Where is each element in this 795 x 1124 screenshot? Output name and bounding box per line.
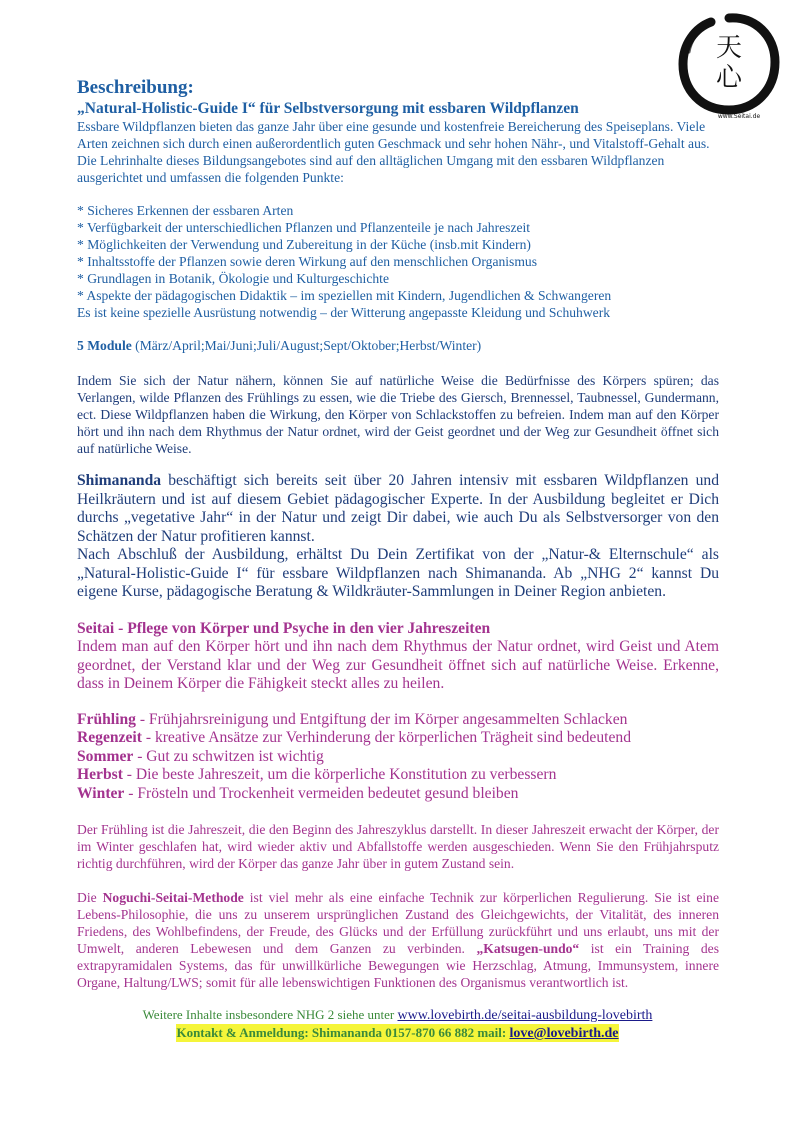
spring-paragraph: Der Frühling ist die Jahreszeit, die den Beginn des Jahreszyklus darstellt. In dieser Jahreszeit erwacht der Körper, der im Winter geschlafen hat, wird wieder aktiv und Abfallstoffe werden ausgeschieden. Wenn Sie den Frühjahrsputz richtig durchführen, wird der Körper das ganze Jahr über in gutem Zustand sein.	[77, 822, 719, 871]
season-item-autumn	[77, 766, 719, 785]
contact-line	[176, 1024, 618, 1042]
more-info-line	[0, 1006, 795, 1024]
season-name: Frühling	[77, 710, 136, 728]
shimananda-name: Shimananda	[77, 472, 162, 489]
shimananda-text: beschäftigt sich bereits seit über 20 Jahren intensiv mit essbaren Wildpflanzen und Heilkräutern und ist auf diesem Gebiet pädagogischer Experte. In der Ausbildung begleitet er Dich durchs „vegetative Jahr“ in der Natur und zeigt Dir dabei, wie auch Du als Selbstversorger von den Schätzen der Natur profitieren kannst.	[77, 472, 719, 545]
list-item: * Inhaltsstoffe der Pflanzen sowie deren Wirkung auf den menschlichen Organismus	[77, 254, 538, 269]
logo-glyph-top: 天	[715, 33, 743, 63]
noguchi-text: ist viel mehr als eine einfache Technik zur körperlichen Regulierung. Sie ist eine Lebens-Philosophie, die uns zu unserem ursprünglichen Zustand des Gleichgewichts, der Vitalität, des inneren Friedens, des Wohlbefindens, der Freude, des Glücks und der Erfüllung zurückführt und uns erlaubt, uns mit der Umwelt, anderen Lebewesen und dem Ganzen zu verbinden.	[77, 890, 719, 956]
modules-line	[77, 337, 719, 354]
page-title: Beschreibung:	[77, 77, 194, 98]
modules-detail: (März/April;Mai/Juni;Juli/August;Sept/Oktober;Herbst/Winter)	[131, 338, 482, 353]
season-text: - Gut zu schwitzen ist wichtig	[133, 747, 324, 765]
season-name: Herbst	[77, 766, 123, 783]
season-item-rainy	[77, 729, 719, 748]
more-info-text: Weitere Inhalte insbesondere NHG 2 siehe unter	[142, 1007, 398, 1022]
certificate-paragraph: Nach Abschluß der Ausbildung, erhältst Du Dein Zertifikat von der „Natur-& Elternschule“ als „Natural-Holistic-Guide I“ für essbare Wildpflanzen nach Shimananda. Ab „NHG 2“ kannst Du eigene Kurse, pädagogische Beratung & Wildkräuter-Sammlungen in Deiner Region anbieten.	[77, 546, 719, 600]
list-item: * Grundlagen in Botanik, Ökologie und Kulturgeschichte	[77, 271, 389, 286]
website-link[interactable]: www.lovebirth.de/seitai-ausbildung-lovebirth	[397, 1008, 653, 1023]
season-name: Regenzeit	[77, 729, 142, 746]
seasons-list	[77, 711, 719, 804]
season-text: - Die beste Jahreszeit, um die körperliche Konstitution zu verbessern	[122, 766, 557, 783]
season-item-spring	[77, 711, 719, 730]
season-item-winter	[77, 785, 719, 804]
season-name: Winter	[77, 784, 125, 802]
logo-glyph-bottom: 心	[715, 63, 743, 93]
season-text: - Frösteln und Trockenheit vermeiden bedeutet gesund bleiben	[124, 784, 519, 802]
email-link[interactable]: love@lovebirth.de	[509, 1026, 619, 1041]
list-item: * Sicheres Erkennen der essbaren Arten	[77, 203, 294, 218]
season-name: Sommer	[77, 747, 134, 765]
modules-label: 5 Module	[77, 338, 132, 353]
noguchi-pre: Die	[77, 890, 103, 905]
katsugen-text: ist ein Training des extrapyramidalen Systems, das für unwillkürliche Bewegungen wie Herzschlag, Atmung, Immunsystem, innere Organe, Haltung/LWS; somit für alle lebenswichtigen Funktionen des Organismus verantwortlich ist.	[77, 941, 720, 990]
main-content	[77, 77, 719, 991]
list-item: * Möglichkeiten der Verwendung und Zubereitung in der Küche (insb.mit Kindern)	[77, 237, 531, 252]
shimananda-paragraph	[77, 472, 719, 546]
footer	[0, 1006, 795, 1042]
noguchi-method-name: Noguchi-Seitai-Methode	[102, 890, 244, 905]
learning-points-list	[77, 202, 719, 304]
contact-text: Kontakt & Anmeldung: Shimananda 0157-870 66 882 mail:	[176, 1025, 510, 1040]
season-item-summer	[77, 748, 719, 767]
logo-caption: www.Seitai.de	[717, 113, 761, 120]
season-text: - Frühjahrsreinigung und Entgiftung der im Körper angesammelten Schlacken	[135, 710, 628, 728]
seitai-paragraph: Indem man auf den Körper hört und ihn nach dem Rhythmus der Natur ordnet, wird Geist und Atem geordnet, der Verstand klar und der Weg zur Gesundheit öffnet sich auf natürliche Weise. Erkenne, dass in Deinem Körper die Fähigkeit steckt alles zu heilen.	[77, 638, 719, 692]
seitai-title: Seitai - Pflege von Körper und Psyche in den vier Jahreszeiten	[77, 619, 491, 637]
nature-paragraph: Indem Sie sich der Natur nähern, können Sie auf natürliche Weise die Bedürfnisse des Körpers spüren; das Verlangen, wilde Pflanzen des Frühlings zu essen, wie die Triebe des Giersch, Brennessel, Taubnessel, Gundermann, ect. Diese Wildpflanzen haben die Wirkung, den Körper von Schlackstoffen zu befreien. Indem man auf den Körper hört und ihn nach dem Rhythmus der Natur ordnet, wird der Geist geordnet und der Weg zur Gesundheit öffnet sich auf natürliche Weise.	[77, 373, 719, 456]
course-title: „Natural-Holistic-Guide I“ für Selbstversorgung mit essbaren Wildpflanzen	[77, 100, 579, 117]
noguchi-paragraph	[77, 889, 719, 991]
equipment-note: Es ist keine spezielle Ausrüstung notwendig – der Witterung angepasste Kleidung und Schuhwerk	[77, 305, 611, 320]
katsugen-name: „Katsugen-undo“	[476, 941, 580, 956]
intro-paragraph: Essbare Wildpflanzen bieten das ganze Jahr über eine gesunde und kostenfreie Bereicherung des Speiseplans. Viele Arten zeichnen sich durch einen außerordentlich guten Geschmack und sehr hohen Nähr-, und Vitalstoff-Gehalt aus. Die Lehrinhalte dieses Bildungsangebotes sind auf den alltäglichen Umgang mit den essbaren Wildpflanzen ausgerichtet und umfassen die folgenden Punkte:	[77, 119, 710, 185]
list-item: * Verfügbarkeit der unterschiedlichen Pflanzen und Pflanzenteile je nach Jahreszeit	[77, 220, 531, 235]
season-text: - kreative Ansätze zur Verhinderung der körperlichen Trägheit sind bedeutend	[141, 729, 631, 746]
list-item: * Aspekte der pädagogischen Didaktik – im speziellen mit Kindern, Jugendlichen & Schwangeren	[77, 288, 612, 303]
